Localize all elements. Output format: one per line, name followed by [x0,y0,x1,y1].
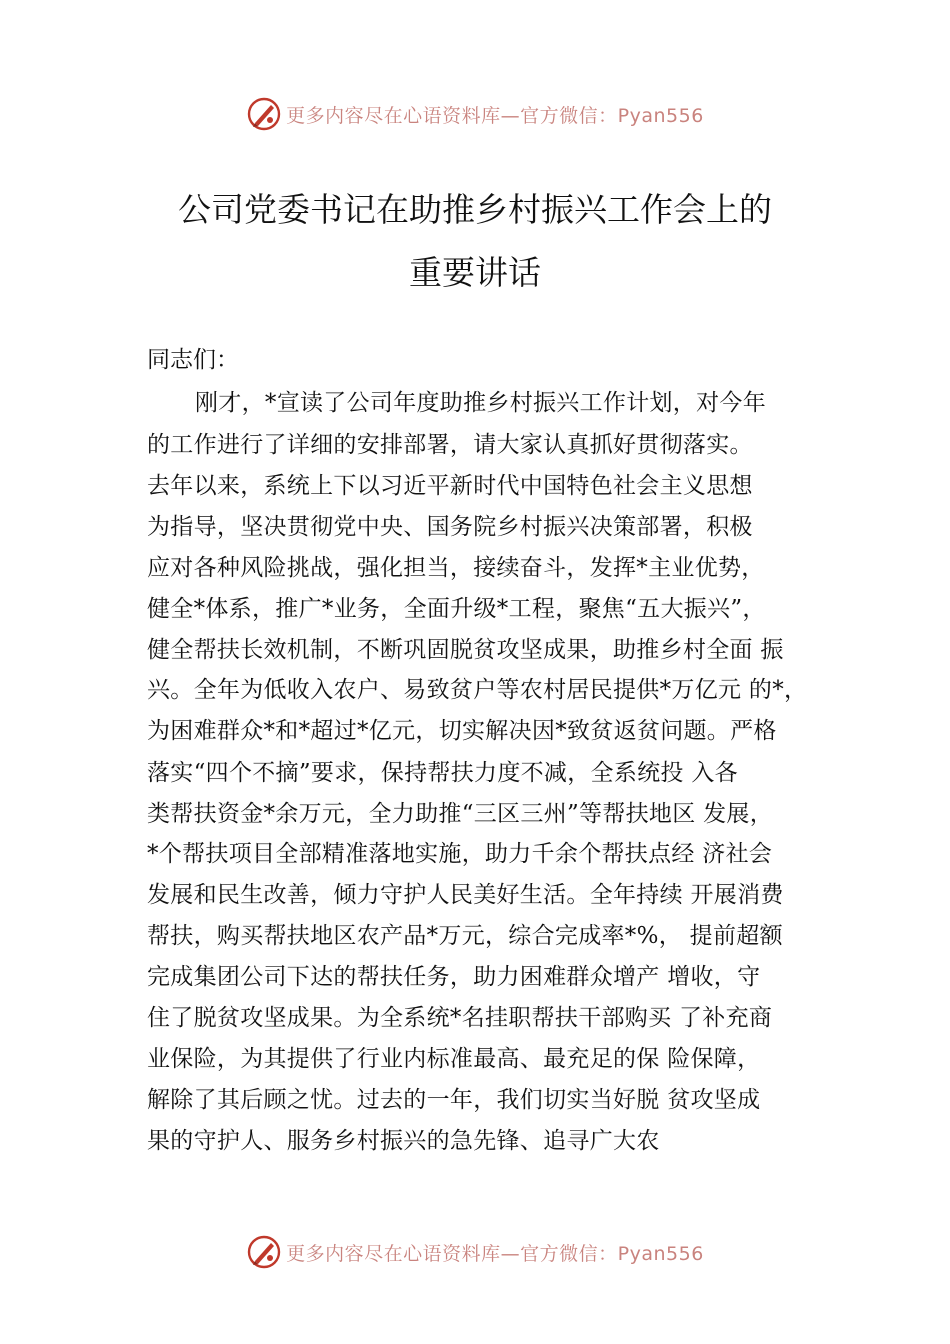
document-title-line-1: 公司党委书记在助推乡村振兴工作会上的 [178,190,772,229]
body-line: 刚才，*宣读了公司年度助推乡村振兴工作计划，对今年 [195,390,766,416]
document-title-line-2: 重要讲话 [409,253,541,292]
body-line: 兴。全年为低收入农户、易致贫户等农村居民提供*万亿元 的*， [147,677,808,703]
body-line: 解除了其后顾之忧。过去的一年，我们切实当好脱 贫攻坚成 [147,1087,761,1113]
body-line: 类帮扶资金*余万元，全力助推“三区三州”等帮扶地区 发展， [147,801,774,827]
pen-logo-icon [246,1234,282,1270]
body-line: *个帮扶项目全部精准落地实施，助力千余个帮扶点经 济社会 [147,841,773,867]
body-line: 住了脱贫攻坚成果。为全系统*名挂职帮扶干部购买 了补充商 [147,1005,773,1031]
body-line: 果的守护人、服务乡村振兴的急先锋、追寻广大农 [147,1128,660,1154]
watermark-text: 更多内容尽在心语资料库—官方微信：Pyan556 [286,1242,704,1265]
watermark-text: 更多内容尽在心语资料库—官方微信：Pyan556 [286,104,704,127]
footer-watermark [0,1232,950,1272]
body-line: 为指导，坚决贯彻党中央、国务院乡村振兴决策部署，积极 [147,514,753,540]
body-line: 应对各种风险挑战，强化担当，接续奋斗，发挥*主业优势， [147,555,765,581]
body-line: 健全*体系，推广*业务，全面升级*工程，聚焦“五大振兴”， [147,596,766,622]
body-line: 业保险，为其提供了行业内标准最高、最充足的保 险保障， [147,1046,761,1072]
body-line: 完成集团公司下达的帮扶任务，助力困难群众增产 增收，守 [147,964,761,990]
body-line: 落实“四个不摘”要求，保持帮扶力度不减，全系统投 入各 [147,760,738,786]
body-line: 健全帮扶长效机制，不断巩固脱贫攻坚成果，助推乡村全面 振 [147,637,784,663]
pen-logo-icon [246,96,282,132]
salutation: 同志们： [147,347,239,373]
body-line: 帮扶，购买帮扶地区农产品*万元，综合完成率*%， 提前超额 [147,923,783,949]
body-line: 去年以来，系统上下以习近平新时代中国特色社会主义思想 [147,473,753,499]
body-line: 为困难群众*和*超过*亿元，切实解决因*致贫返贫问题。严格 [147,718,777,744]
header-watermark [0,94,950,134]
body-line: 发展和民生改善，倾力守护人民美好生活。全年持续 开展消费 [147,882,784,908]
body-line: 的工作进行了详细的安排部署，请大家认真抓好贯彻落实。 [147,432,753,458]
